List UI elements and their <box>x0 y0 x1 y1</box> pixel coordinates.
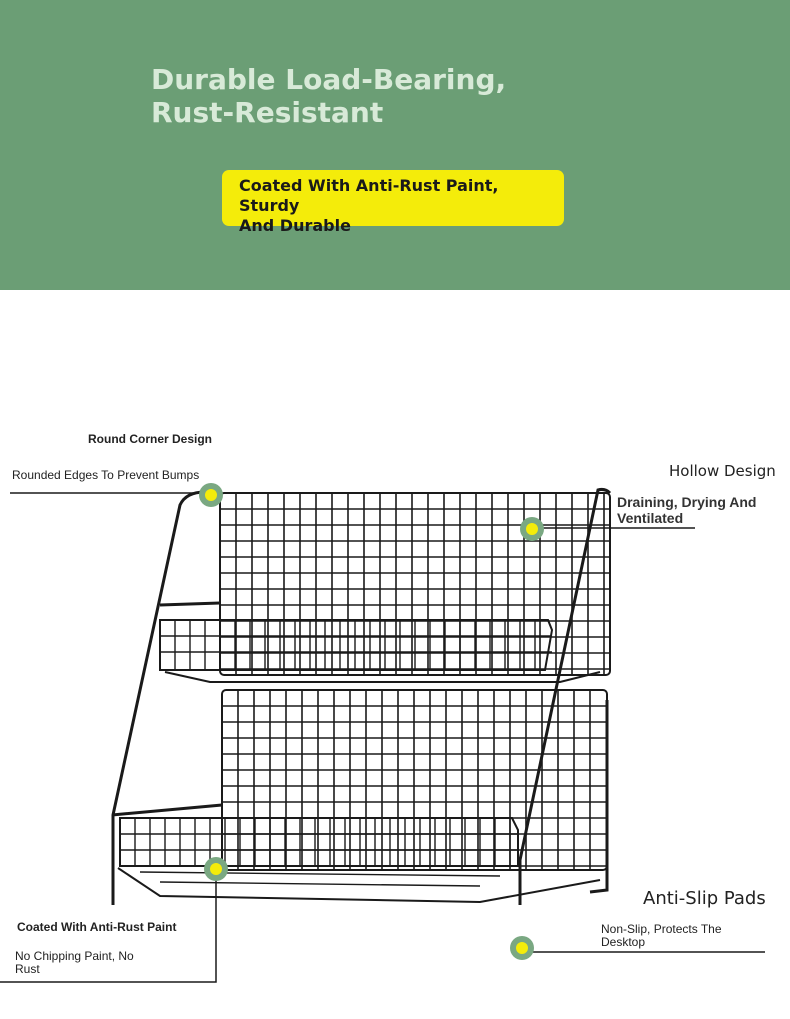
anti-rust-title: Coated With Anti-Rust Paint <box>17 920 177 934</box>
headline-line-2: Rust-Resistant <box>151 96 384 129</box>
hollow-title: Hollow Design <box>669 462 776 480</box>
hollow-desc-line-1: Draining, Drying And <box>617 494 757 510</box>
round-corner-title: Round Corner Design <box>88 432 213 446</box>
marker-round-corner <box>199 483 223 507</box>
anti-rust-desc-line-2: Rust <box>15 962 40 976</box>
rack-frame <box>112 489 610 905</box>
highlight-line-1: Coated With Anti-Rust Paint, Sturdy <box>239 176 499 215</box>
marker-hollow <box>520 517 544 541</box>
anti-slip-desc-line-1: Non-Slip, Protects The <box>601 922 722 936</box>
anti-slip-title: Anti-Slip Pads <box>643 888 766 909</box>
anti-slip-desc <box>601 923 722 949</box>
hollow-desc <box>617 494 756 526</box>
anti-rust-desc-line-1: No Chipping Paint, No <box>15 949 134 963</box>
anti-rust-desc <box>15 950 134 976</box>
hollow-desc-line-2: Ventilated <box>617 510 684 526</box>
headline-line-1: Durable Load-Bearing, <box>151 63 507 96</box>
round-corner-desc: Rounded Edges To Prevent Bumps <box>12 468 200 482</box>
highlight-line-2: And Durable <box>239 216 351 235</box>
marker-anti-rust <box>204 857 228 881</box>
marker-anti-slip <box>510 936 534 960</box>
anti-slip-desc-line-2: Desktop <box>601 935 646 949</box>
